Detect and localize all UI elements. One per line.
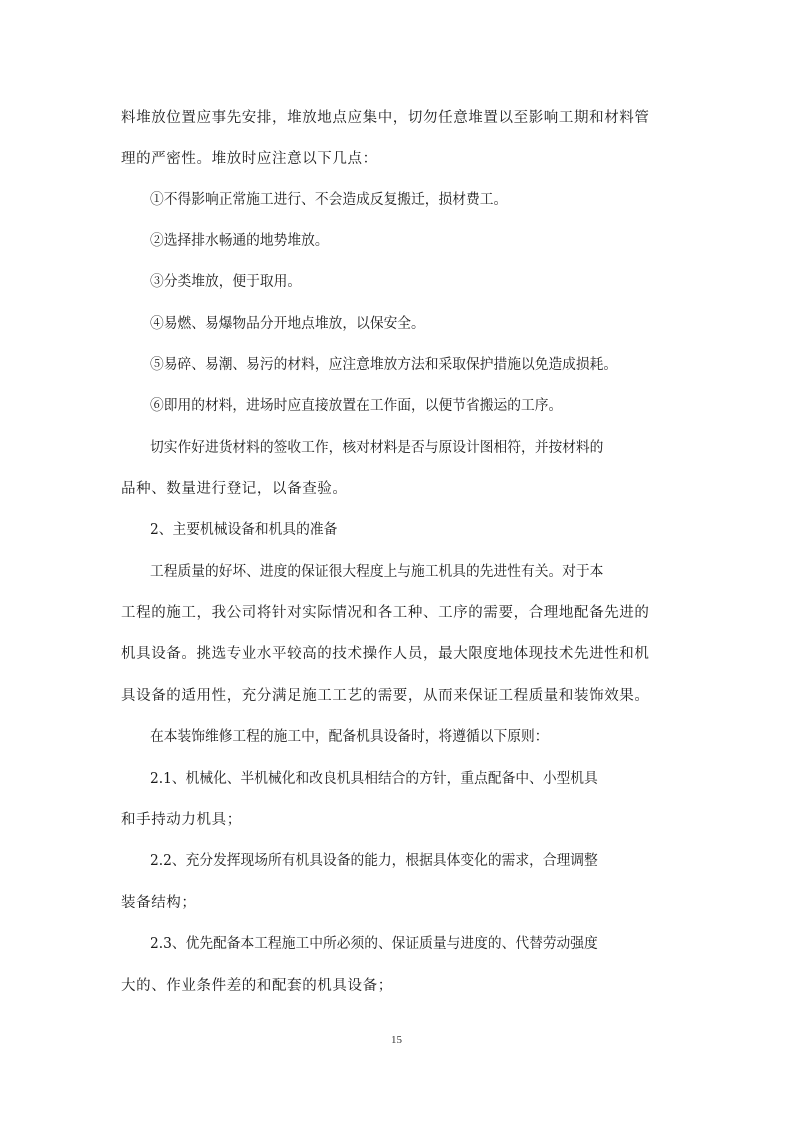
paragraph-line: 大的、作业条件差的和配套的机具设备； [121,978,393,994]
list-item: ②选择排水畅通的地势堆放。 [150,233,329,249]
paragraph-line: 在本装饰维修工程的施工中，配备机具设备时，将遵循以下原则： [150,729,549,745]
list-item: ④易燃、易爆物品分开地点堆放，以保安全。 [150,316,425,332]
paragraph-line: 2.3、优先配备本工程施工中所必须的、保证质量与进度的、代替劳动强度 [150,936,598,952]
paragraph-line: 工程质量的好坏、进度的保证很大程度上与施工机具的先进性有关。对于本 [150,564,604,580]
paragraph-line: 2.2、充分发挥现场所有机具设备的能力，根据具体变化的需求，合理调整 [150,853,598,869]
paragraph-line: 具设备的适用性，充分满足施工工艺的需要，从而来保证工程质量和装饰效果。 [121,688,650,704]
paragraph-line: 机具设备。挑选专业水平较高的技术操作人员，最大限度地体现技术先进性和机 [121,646,650,662]
paragraph-line: 切实作好进货材料的签收工作，核对材料是否与原设计图相符，并按材料的 [150,440,604,456]
paragraph-line: 料堆放位置应事先安排，堆放地点应集中，切勿任意堆置以至影响工期和材料管 [121,110,650,126]
list-item: ③分类堆放，便于取用。 [150,274,302,290]
paragraph-line: 工程的施工，我公司将针对实际情况和各工种、工序的需要，合理地配备先进的 [121,605,650,621]
list-item: ⑤易碎、易潮、易污的材料，应注意堆放方法和采取保护措施以免造成损耗。 [150,357,618,373]
paragraph-line: 和手持动力机具； [121,812,242,828]
section-heading: 2、主要机械设备和机具的准备 [150,522,338,538]
list-item: ①不得影响正常施工进行、不会造成反复搬迁，损材费工。 [150,192,508,208]
list-item: ⑥即用的材料，进场时应直接放置在工作面，以便节省搬运的工序。 [150,398,563,414]
paragraph-line: 理的严密性。堆放时应注意以下几点： [121,151,378,167]
paragraph-line: 装备结构； [121,895,197,911]
page-number: 15 [391,1034,402,1046]
paragraph-line: 2.1、机械化、半机械化和改良机具相结合的方针，重点配备中、小型机具 [150,771,598,787]
paragraph-line: 品种、数量进行登记，以备查验。 [121,481,348,497]
